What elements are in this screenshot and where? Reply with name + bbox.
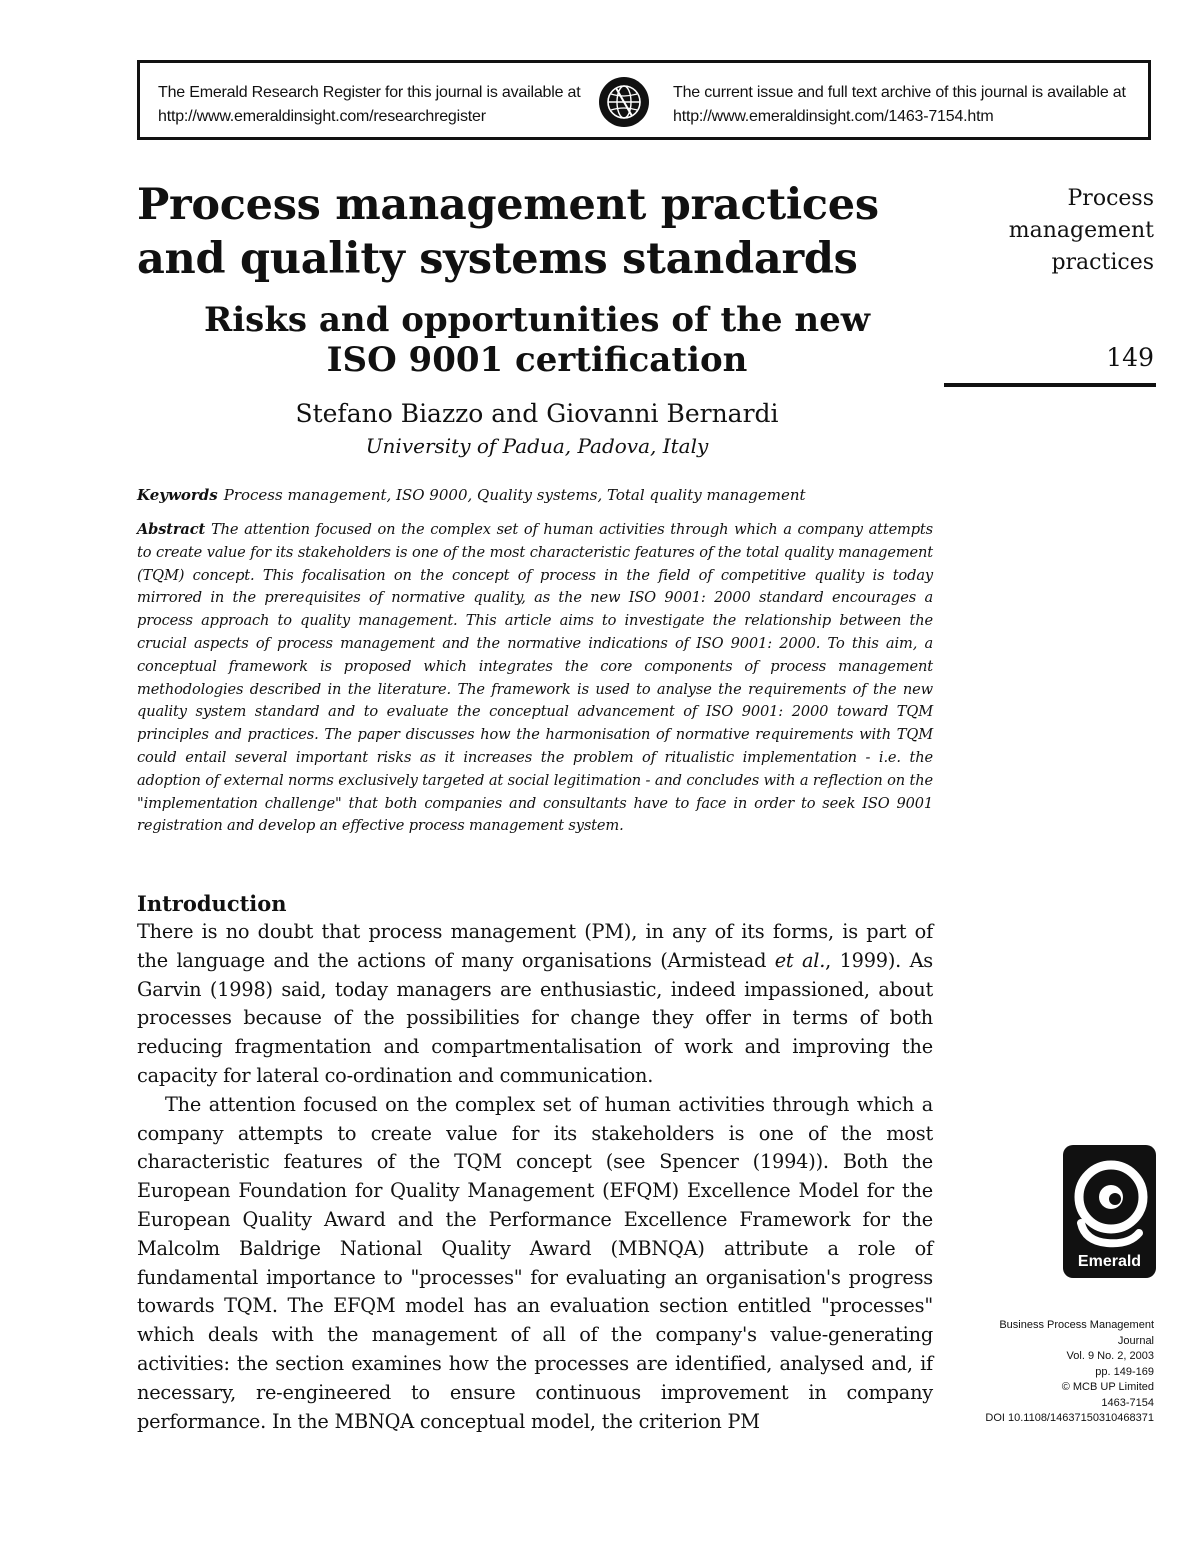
title-line-2: and quality systems standards	[137, 234, 858, 284]
paragraph-2: The attention focused on the complex set of human activities through which a company attempts to create value for its stakeholders is one of the most characteristic features of the TQM concept (see Spencer (1994)). Both the European Foundation for Quality Management (EFQM) Excellence Model for the European Quality Award and the Performance Excellence Framework for the Malcolm Baldrige National Quality Award (MBNQA) attribute a role of fundamental importance to "processes" for evaluating an organisation's progress towards TQM. The EFQM model has an evaluation section entitled "processes" which deals with the management of all of the company's value-generating activities: the section examines how the processes are identified, analysed and, if necessary, re-engineered to ensure continuous improvement in company performance. In the MBNQA conceptual model, the criterion PM	[137, 1092, 933, 1433]
keywords	[137, 484, 937, 506]
running-head-line-2: management	[1008, 218, 1154, 243]
article-title	[137, 178, 937, 286]
banner-right-text: The current issue and full text archive of this journal is available at	[673, 84, 1126, 101]
emerald-logo	[1063, 1145, 1156, 1278]
logo-text: Emerald	[1077, 1253, 1142, 1270]
globe-icon	[598, 76, 650, 128]
introduction-heading: Introduction	[137, 891, 287, 916]
research-register-banner	[137, 60, 1151, 140]
abstract-text: The attention focused on the complex set of human activities through which a company attempts to create value for its stakeholders is one of the most characteristic features of the total quality management (TQM) concept. This focalisation on the concept of process in the field of competitive quality is today mirrored in the prerequisites of normative quality, as the new ISO 9001: 2000 standard encourages a process approach to quality management. This article aims to investigate the relationship between the crucial aspects of process management and the normative indications of ISO 9001: 2000. To this aim, a conceptual framework is proposed which integrates the core components of process management methodologies described in the literature. The framework is used to analyse the requirements of the new quality system standard and to evaluate the conceptual advancement of ISO 9001: 2000 toward TQM principles and practices. The paper discusses how the harmonisation of normative requirements with TQM could entail several important risks as it increases the problem of ritualistic implementation - i.e. the adoption of external norms exclusively targeted at social legitimation - and concludes with a reflection on the "implementation challenge" that both companies and consultants have to face in order to seek ISO 9001 registration and develop an effective process management system.	[137, 521, 933, 835]
running-head	[950, 183, 1154, 279]
journal-name-1: Business Process Management	[999, 1319, 1154, 1331]
et-al: et al.	[774, 948, 826, 972]
abstract-label: Abstract	[137, 521, 206, 538]
subtitle-line-2: ISO 9001 certification	[326, 340, 748, 380]
article-subtitle	[137, 300, 937, 380]
body-text	[137, 918, 933, 1436]
banner-left-text: The Emerald Research Register for this journal is available at	[158, 84, 581, 101]
abstract	[137, 519, 933, 838]
paragraph-1	[137, 918, 933, 1091]
journal-pages: pp. 149-169	[1095, 1365, 1154, 1378]
affiliation: University of Padua, Padova, Italy	[365, 434, 709, 458]
keywords-label: Keywords	[137, 486, 218, 504]
authors: Stefano Biazzo and Giovanni Bernardi	[295, 399, 779, 428]
journal-volume: Vol. 9 No. 2, 2003	[1066, 1350, 1154, 1362]
journal-archive-link[interactable]: http://www.emeraldinsight.com/1463-7154.htm	[673, 108, 994, 125]
paragraph-1-part-b: , 1999). As Garvin (1998) said, today managers are enthusiastic, indeed impassioned, about processes because of the possibilities for change they offer in terms of both reducing fragmentation and compartmentalisation of work and improving the capacity for lateral co-ordination and communication.	[137, 948, 933, 1087]
research-register-link[interactable]: http://www.emeraldinsight.com/researchregister	[158, 108, 486, 125]
margin-rule	[944, 383, 1156, 387]
running-head-line-1: Process	[1067, 186, 1154, 211]
page-number: 149	[1106, 343, 1154, 372]
subtitle-line-1: Risks and opportunities of the new	[204, 300, 870, 340]
journal-name-2: Journal	[1117, 1334, 1154, 1347]
banner-right	[673, 81, 1126, 129]
paragraph-1-part-a: There is no doubt that process management (PM), in any of its forms, is part of the language and the actions of many organisations (Armistead	[137, 920, 933, 972]
running-head-line-3: practices	[1051, 250, 1154, 275]
journal-doi: DOI 10.1108/14637150310468371	[985, 1412, 1154, 1424]
title-line-1: Process management practices	[137, 180, 879, 230]
journal-copyright: © MCB UP Limited	[1061, 1381, 1154, 1393]
journal-info	[950, 1318, 1154, 1427]
banner-left	[158, 81, 580, 129]
journal-issn: 1463-7154	[1101, 1396, 1154, 1409]
keywords-text: Process management, ISO 9000, Quality systems, Total quality management	[223, 486, 806, 504]
